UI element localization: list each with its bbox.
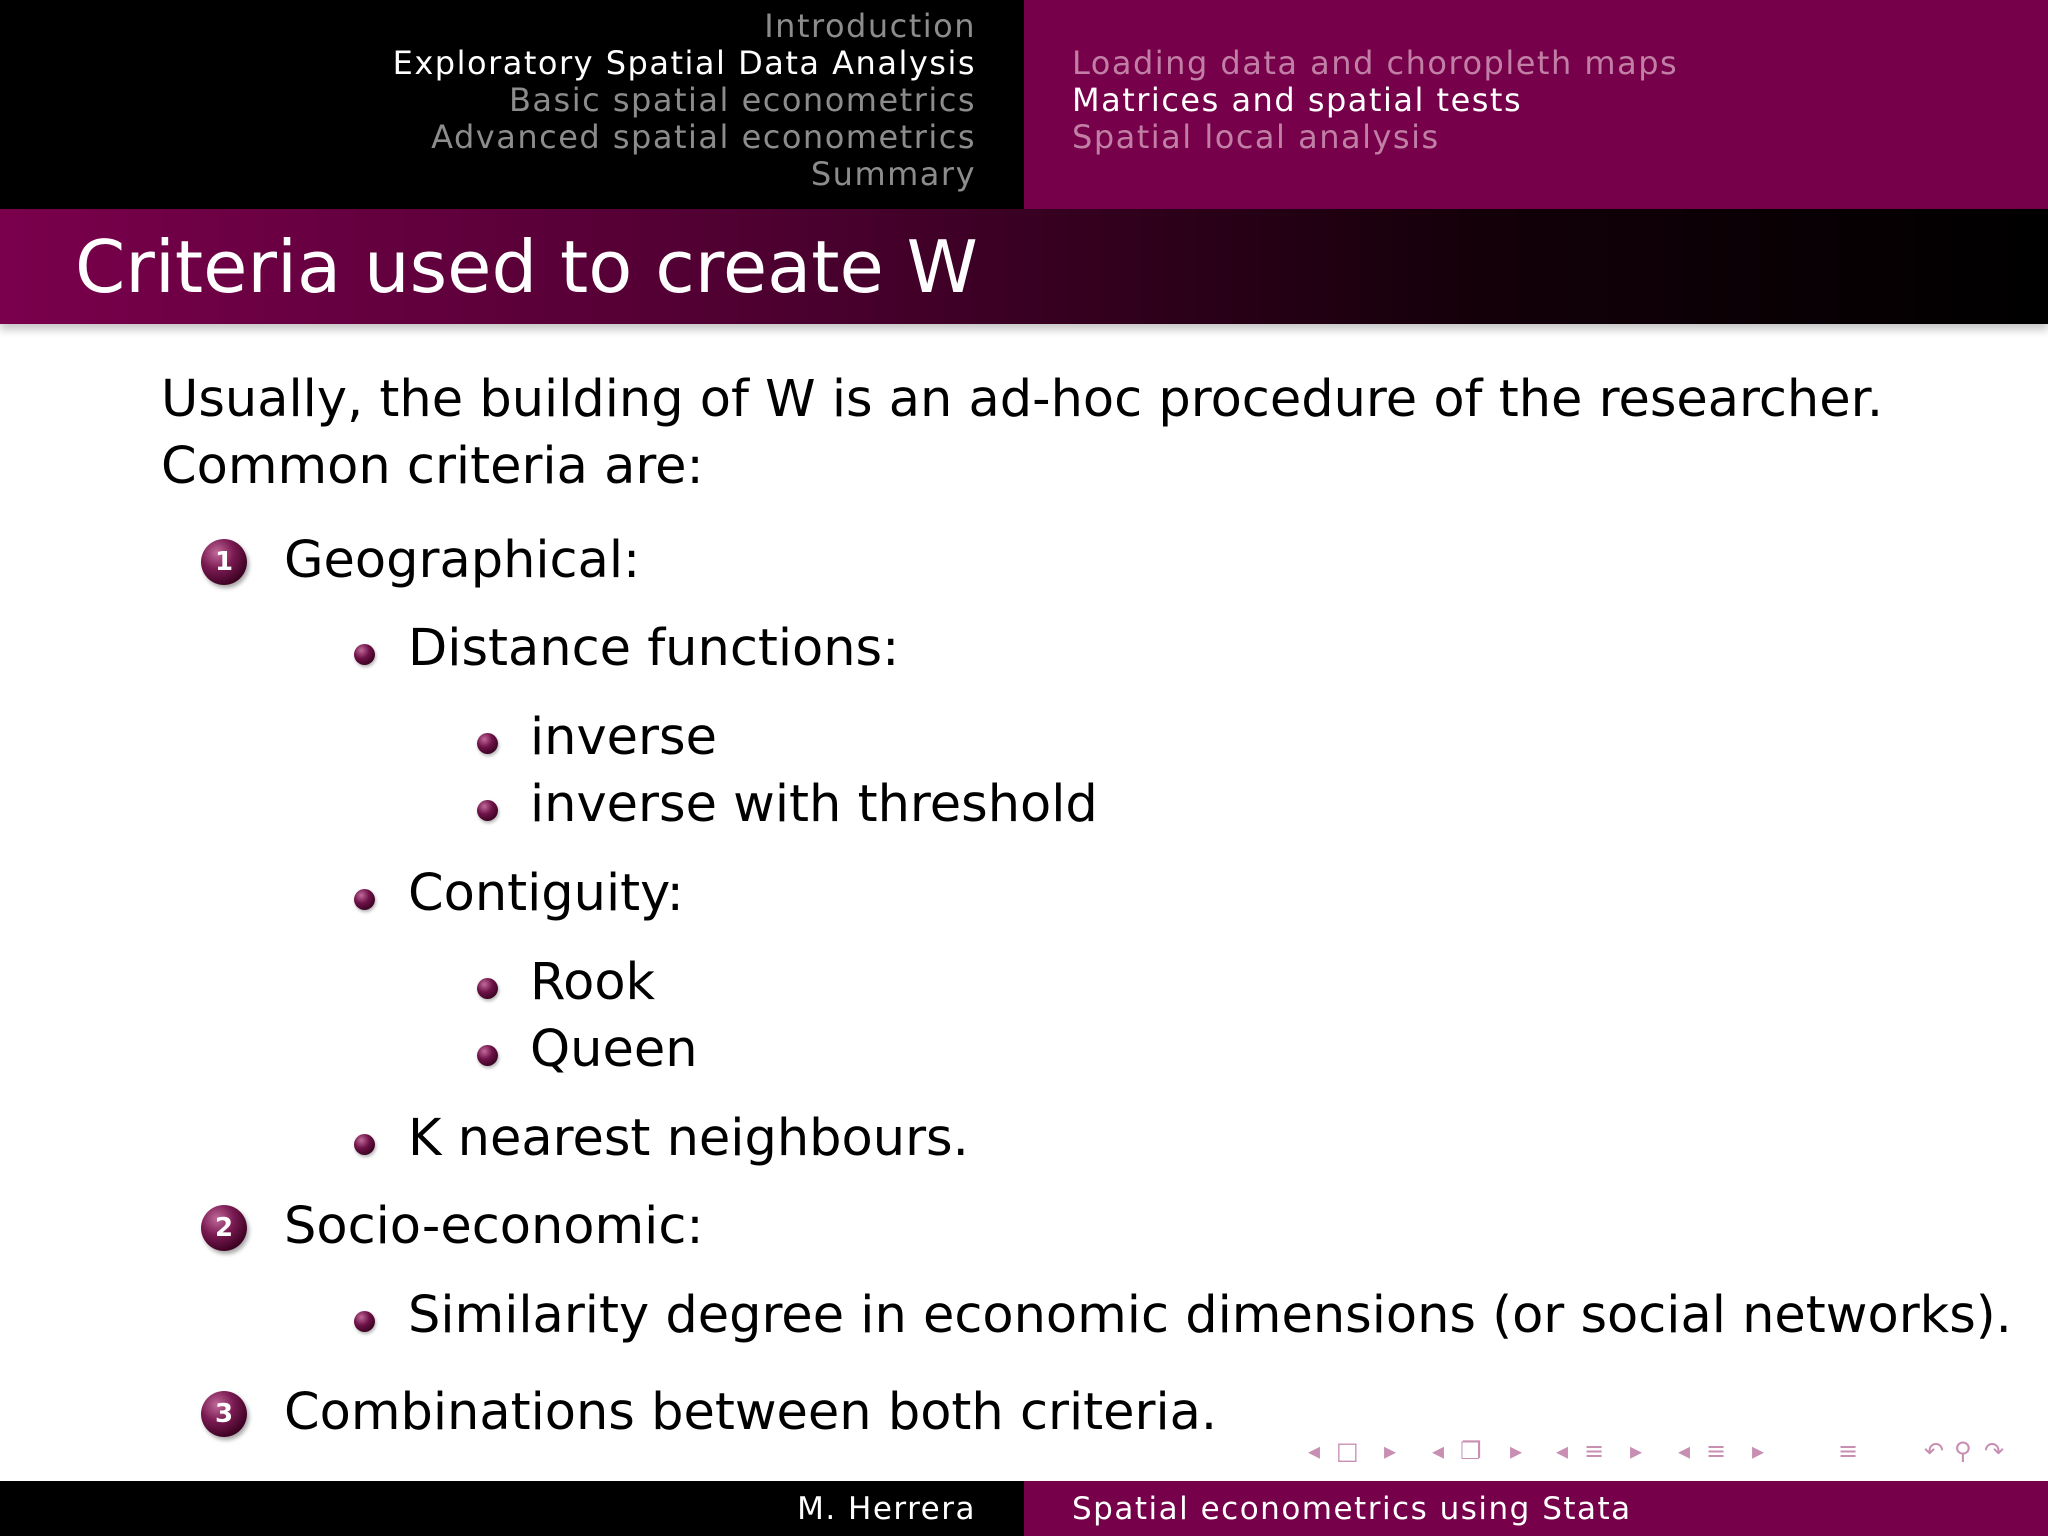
bullet-icon <box>354 889 375 910</box>
list-item-inverse-threshold: inverse with threshold <box>530 775 1098 834</box>
subsection-next-icon[interactable]: ▸ <box>1510 1437 1523 1465</box>
nav-section-esda[interactable]: Exploratory Spatial Data Analysis <box>392 44 976 82</box>
forward-icon[interactable]: ↷ <box>1984 1437 2005 1465</box>
section-navigation <box>0 0 1024 209</box>
list-item-queen: Queen <box>530 1020 698 1079</box>
intro-line-1: Usually, the building of W is an ad-hoc procedure of the researcher. <box>161 370 1884 429</box>
frame-prev-icon[interactable]: ◂ <box>1308 1437 1321 1465</box>
subsection-list <box>1072 45 1678 156</box>
document-prev-icon[interactable]: ◂ <box>1678 1437 1691 1465</box>
list-item-socio-economic: Socio-economic: <box>284 1197 704 1256</box>
subsection-navigation <box>1024 0 2048 209</box>
list-item-k-nearest: K nearest neighbours. <box>408 1109 969 1168</box>
frame-title: Criteria used to create W <box>75 225 978 309</box>
nav-subsection-local[interactable]: Spatial local analysis <box>1072 118 1440 156</box>
back-icon[interactable]: ↶ <box>1924 1437 1945 1465</box>
list-item-combinations: Combinations between both criteria. <box>284 1383 1218 1442</box>
bullet-icon <box>354 1311 375 1332</box>
bullet-icon <box>477 733 498 754</box>
list-item-distance-functions: Distance functions: <box>408 619 900 678</box>
footer-title: Spatial econometrics using Stata <box>1072 1491 1632 1527</box>
footer-title-bar <box>1024 1481 2048 1536</box>
bullet-icon <box>477 800 498 821</box>
list-item-similarity: Similarity degree in economic dimensions (or social networks). <box>408 1286 2012 1345</box>
footer-author-bar <box>0 1481 1024 1536</box>
frame-icon[interactable]: □ <box>1336 1437 1359 1465</box>
bullet-icon <box>354 644 375 665</box>
enum-number-2: 2 <box>201 1205 247 1251</box>
nav-section-advanced[interactable]: Advanced spatial econometrics <box>431 118 976 156</box>
search-icon[interactable]: ⚲ <box>1954 1437 1972 1465</box>
list-item-rook: Rook <box>530 953 656 1012</box>
enum-number-1: 1 <box>201 539 247 585</box>
bullet-icon <box>477 978 498 999</box>
section-icon[interactable]: ≡ <box>1584 1437 1605 1465</box>
nav-subsection-matrices[interactable]: Matrices and spatial tests <box>1072 81 1523 119</box>
nav-section-summary[interactable]: Summary <box>810 155 976 193</box>
bullet-icon <box>477 1045 498 1066</box>
enum-number-3: 3 <box>201 1391 247 1437</box>
footer-author: M. Herrera <box>797 1491 976 1527</box>
document-icon[interactable]: ≡ <box>1706 1437 1727 1465</box>
section-prev-icon[interactable]: ◂ <box>1556 1437 1569 1465</box>
frame-title-bar <box>0 209 2048 324</box>
bullet-icon <box>354 1134 375 1155</box>
document-next-icon[interactable]: ▸ <box>1752 1437 1765 1465</box>
intro-line-2: Common criteria are: <box>161 437 704 496</box>
subsection-icon[interactable]: ❐ <box>1460 1437 1482 1465</box>
list-item-inverse: inverse <box>530 708 717 767</box>
nav-subsection-loading[interactable]: Loading data and choropleth maps <box>1072 44 1679 82</box>
list-item-contiguity: Contiguity: <box>408 864 684 923</box>
section-list <box>393 8 976 193</box>
section-next-icon[interactable]: ▸ <box>1630 1437 1643 1465</box>
subsection-prev-icon[interactable]: ◂ <box>1432 1437 1445 1465</box>
list-item-geographical: Geographical: <box>284 531 641 590</box>
nav-section-basic[interactable]: Basic spatial econometrics <box>508 81 976 119</box>
nav-section-introduction[interactable]: Introduction <box>764 7 976 45</box>
align-icon[interactable]: ≡ <box>1838 1437 1859 1465</box>
frame-next-icon[interactable]: ▸ <box>1384 1437 1397 1465</box>
